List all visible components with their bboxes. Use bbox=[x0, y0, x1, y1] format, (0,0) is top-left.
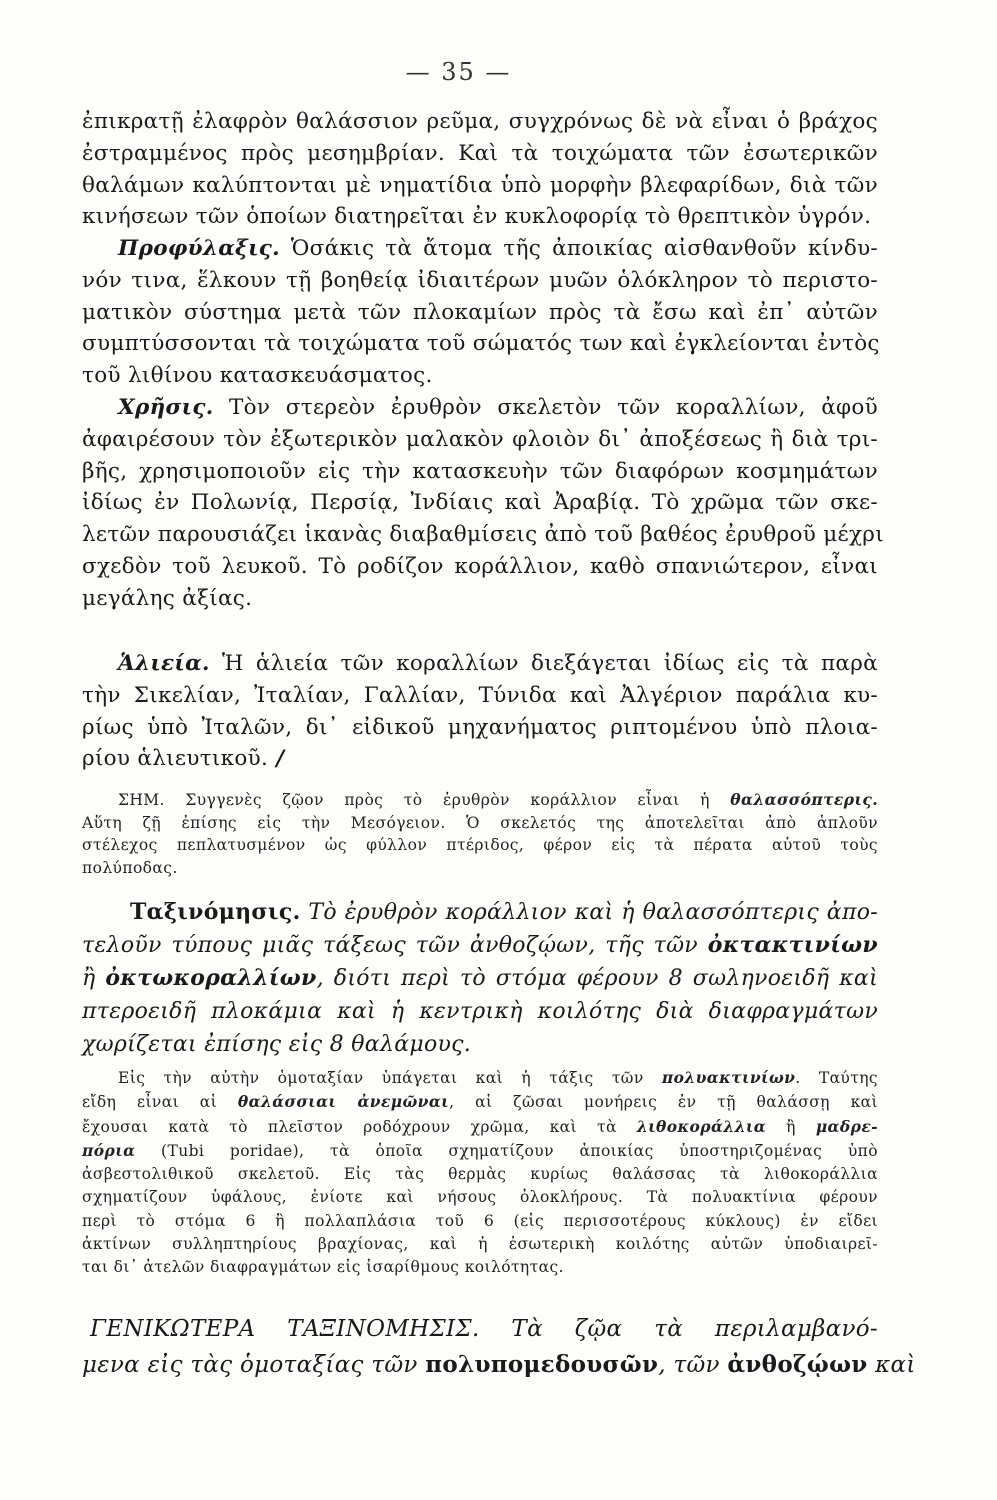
text-line: ἰδίως ἐν Πολωνίᾳ, Περσίᾳ, Ἰνδίαις καὶ Ἀραβίᾳ. Τὸ χρῶμα τῶν σκε- bbox=[82, 490, 878, 516]
text-line: χωρίζεται ἐπίσης εἰς 8 θαλάμους. bbox=[82, 1032, 472, 1057]
bold-term: λιθοκοράλλια bbox=[636, 1116, 767, 1136]
bold-term: πολυακτινίων bbox=[661, 1068, 796, 1087]
text-line: τὴν Σικελίαν, Ἰταλίαν, Γαλλίαν, Τύνιδα καὶ Ἀλγέριον παράλια κυ- bbox=[82, 682, 878, 708]
bold-term: ὀκτακτινίων bbox=[707, 932, 878, 958]
paragraph-protection bbox=[82, 233, 878, 392]
text-run: , διότι περὶ τὸ στόμα φέρουν 8 σωληνοειδῆ καὶ bbox=[316, 966, 879, 991]
section-heading: ΓΕΝΙΚΩΤΕΡΑ ΤΑΞΙΝΟΜΗΣΙΣ. bbox=[90, 1316, 480, 1342]
text-line: στέλεχος πεπλατυσμένον ὡς φύλλον πτέριδος, φέρον εἰς τὰ πέρατα αὐτοῦ τοὺς bbox=[82, 836, 878, 854]
text-line: νόν τινα, ἕλκουν τῇ βοηθείᾳ ἰδιαιτέρων μυῶν ὁλόκληρον τὸ περιστο- bbox=[82, 267, 878, 293]
section-heading: Ταξινόμησις. bbox=[130, 899, 301, 925]
text-line bbox=[82, 1066, 878, 1090]
paragraph-general-classification bbox=[82, 1312, 916, 1383]
handwritten-mark: / bbox=[276, 746, 285, 772]
text-line bbox=[82, 1139, 878, 1163]
paragraph-taxonomy bbox=[82, 896, 878, 1061]
bold-term: ἀνθοζῴων bbox=[727, 1351, 868, 1378]
text-line bbox=[82, 233, 878, 265]
text-run: καὶ bbox=[867, 1352, 916, 1378]
page-number: — 35 — bbox=[405, 58, 512, 86]
text-line: ἀσβεστολιθικοῦ σκελετοῦ. Εἰς τὰς θερμὰς κυρίως θαλάσσας τὰ λιθοκοράλλια bbox=[82, 1165, 878, 1184]
text-line bbox=[82, 743, 878, 775]
text-run: ρίου ἁλιευτικοῦ. bbox=[82, 746, 269, 772]
text-line bbox=[82, 392, 878, 424]
text-run: Τὸ ἐρυθρὸν κοράλλιον καὶ ἡ θαλασσόπτερις ἀπο- bbox=[300, 900, 878, 925]
text-run: , αἱ ζῶσαι μονήρεις ἐν τῇ θαλάσσῃ καὶ bbox=[449, 1093, 879, 1112]
note-label: ΣΗΜ. bbox=[118, 791, 165, 809]
text-line bbox=[82, 1347, 916, 1383]
note-block bbox=[82, 789, 878, 879]
text-run: τελοῦν τύπους μιᾶς τάξεως τῶν ἀνθοζῴων, τῆς τῶν bbox=[82, 933, 708, 958]
text-line bbox=[82, 1115, 878, 1139]
text-line bbox=[82, 896, 878, 929]
text-line bbox=[82, 1090, 878, 1114]
text-run: ἢ bbox=[82, 966, 106, 991]
text-line: κινήσεων τῶν ὁποίων διατηρεῖται ἐν κυκλοφορίᾳ τὸ θρεπτικὸν ὑγρόν. bbox=[82, 204, 872, 230]
paragraph-intro bbox=[82, 106, 878, 233]
text-run: Ἡ ἁλιεία τῶν κοραλλίων διεξάγεται ἰδίως εἰς τὰ παρὰ bbox=[209, 651, 878, 676]
text-line: ἀφαιρέσουν τὸν ἐξωτερικὸν μαλακὸν φλοιὸν δι᾿ ἀποξέσεως ἢ διὰ τρι- bbox=[82, 426, 878, 452]
text-line bbox=[82, 789, 878, 812]
text-run: μενα εἰς τὰς ὁμοταξίας τῶν bbox=[82, 1352, 426, 1378]
text-run: . Ταύτης bbox=[795, 1069, 878, 1087]
text-line: περὶ τὸ στόμα 6 ἢ πολλαπλάσια τοῦ 6 (εἰς περισσοτέρους κύκλους) ἐν εἴδει bbox=[82, 1211, 878, 1230]
text-run: Τὸν στερεὸν ἐρυθρὸν σκελετὸν τῶν κοραλλίων, ἀφοῦ bbox=[213, 395, 878, 420]
text-run: ἔχουσαι κατὰ τὸ πλεῖστον ροδόχρουν χρῶμα, καὶ τὰ bbox=[82, 1117, 637, 1136]
bold-term: μαδρε- bbox=[815, 1116, 878, 1136]
text-line bbox=[82, 648, 878, 680]
section-heading: Προφύλαξις. bbox=[118, 236, 280, 261]
bold-term: ὀκτωκοραλλίων bbox=[105, 965, 317, 991]
bold-term: πολυπομεδουσῶν bbox=[425, 1351, 659, 1378]
text-run: εἴδη εἶναι αἱ bbox=[82, 1093, 238, 1112]
text-line: Αὕτη ζῇ ἐπίσης εἰς τὴν Μεσόγειον. Ὁ σκελετός της ἀποτελεῖται ἀπὸ ἁπλοῦν bbox=[82, 813, 878, 832]
bold-term: θαλασσόπτερις. bbox=[730, 790, 878, 809]
text-line bbox=[82, 962, 878, 995]
text-line: ἐπικρατῇ ἐλαφρὸν θαλάσσιον ρεῦμα, συγχρόνως δὲ νὰ εἶναι ὁ βράχος bbox=[82, 109, 878, 134]
text-line: βῆς, χρησιμοποιοῦν εἰς τὴν κατασκευὴν τῶν διαφόρων κοσμημάτων bbox=[82, 458, 878, 484]
paragraph-polyactinia bbox=[82, 1066, 878, 1280]
text-line: ρίως ὑπὸ Ἰταλῶν, δι᾿ εἰδικοῦ μηχανήματος ριπτομένου ὑπὸ πλοια- bbox=[82, 714, 878, 740]
paragraph-fishing bbox=[82, 648, 878, 775]
text-line: ἀκτίνων συλληπτηρίους βραχίονας, καὶ ἡ ἐσωτερικὴ κοιλότης αὐτῶν ὑποδιαιρεῖ- bbox=[82, 1235, 878, 1254]
text-run: Συγγενὲς ζῷον πρὸς τὸ ἐρυθρὸν κοράλλιον εἶναι ἡ bbox=[164, 791, 731, 809]
section-heading: Ἁλιεία. bbox=[118, 651, 210, 676]
text-line: πτεροειδῆ πλοκάμια καὶ ἡ κεντρικὴ κοιλότης διὰ διαφραγμάτων bbox=[82, 999, 878, 1024]
text-line: λετῶν παρουσιάζει ἱκανὰς διαβαθμίσεις ἀπὸ τοῦ βαθέος ἐρυθροῦ μέχρι bbox=[82, 522, 884, 548]
text-line: σχηματίζουν ὑφάλους, ἐνίοτε καὶ νήσους ὁλοκλήρους. Τὰ πολυακτίνια φέρουν bbox=[82, 1188, 878, 1207]
text-run: Ὁσάκις τὰ ἄτομα τῆς ἀποικίας αἰσθανθοῦν κίνδυ- bbox=[279, 236, 878, 261]
text-run: Εἰς τὴν αὐτὴν ὁμοταξίαν ὑπάγεται καὶ ἡ τάξις τῶν bbox=[118, 1069, 662, 1087]
bold-term: πόρια bbox=[82, 1140, 136, 1160]
text-line: ἐστραμμένος πρὸς μεσημβρίαν. Καὶ τὰ τοιχώματα τῶν ἐσωτερικῶν bbox=[82, 140, 878, 166]
text-run: ἢ bbox=[766, 1117, 816, 1136]
bold-term: θαλάσσιαι ἀνεμῶναι bbox=[237, 1092, 450, 1112]
text-run: (Tubi poridae), τὰ ὁποῖα σχηματίζουν ἀποικίας ὑποστηριζομένας ὑπὸ bbox=[135, 1141, 878, 1160]
text-line: θαλάμων καλύπτονται μὲ νηματίδια ὑπὸ μορφὴν βλεφαρίδων, διὰ τῶν bbox=[82, 172, 878, 198]
text-line bbox=[82, 929, 878, 962]
text-line: πολύποδας. bbox=[82, 858, 178, 877]
text-line bbox=[82, 1312, 878, 1347]
text-line: συμπτύσσονται τὰ τοιχώματα τοῦ σώματός των καὶ ἐγκλείονται ἐντὸς bbox=[82, 331, 880, 357]
text-run: , τῶν bbox=[658, 1352, 728, 1378]
text-line: τοῦ λιθίνου κατασκευάσματος. bbox=[82, 363, 433, 389]
text-line: σχεδὸν τοῦ λευκοῦ. Τὸ ροδίζον κοράλλιον, καθὸ σπανιώτερον, εἶναι bbox=[82, 553, 878, 579]
section-heading: Χρῆσις. bbox=[118, 395, 214, 420]
paragraph-use bbox=[82, 392, 884, 615]
text-line: ται δι᾿ ἀτελῶν διαφραγμάτων εἰς ἰσαρίθμους κοιλότητας. bbox=[82, 1258, 564, 1277]
text-line: ματικὸν σύστημα μετὰ τῶν πλοκαμίων πρὸς τὰ ἔσω καὶ ἐπ᾿ αὐτῶν bbox=[82, 299, 878, 325]
text-run: Τὰ ζῷα τὰ περιλαμβανό- bbox=[479, 1316, 878, 1342]
text-line: μεγάλης ἀξίας. bbox=[82, 585, 253, 611]
